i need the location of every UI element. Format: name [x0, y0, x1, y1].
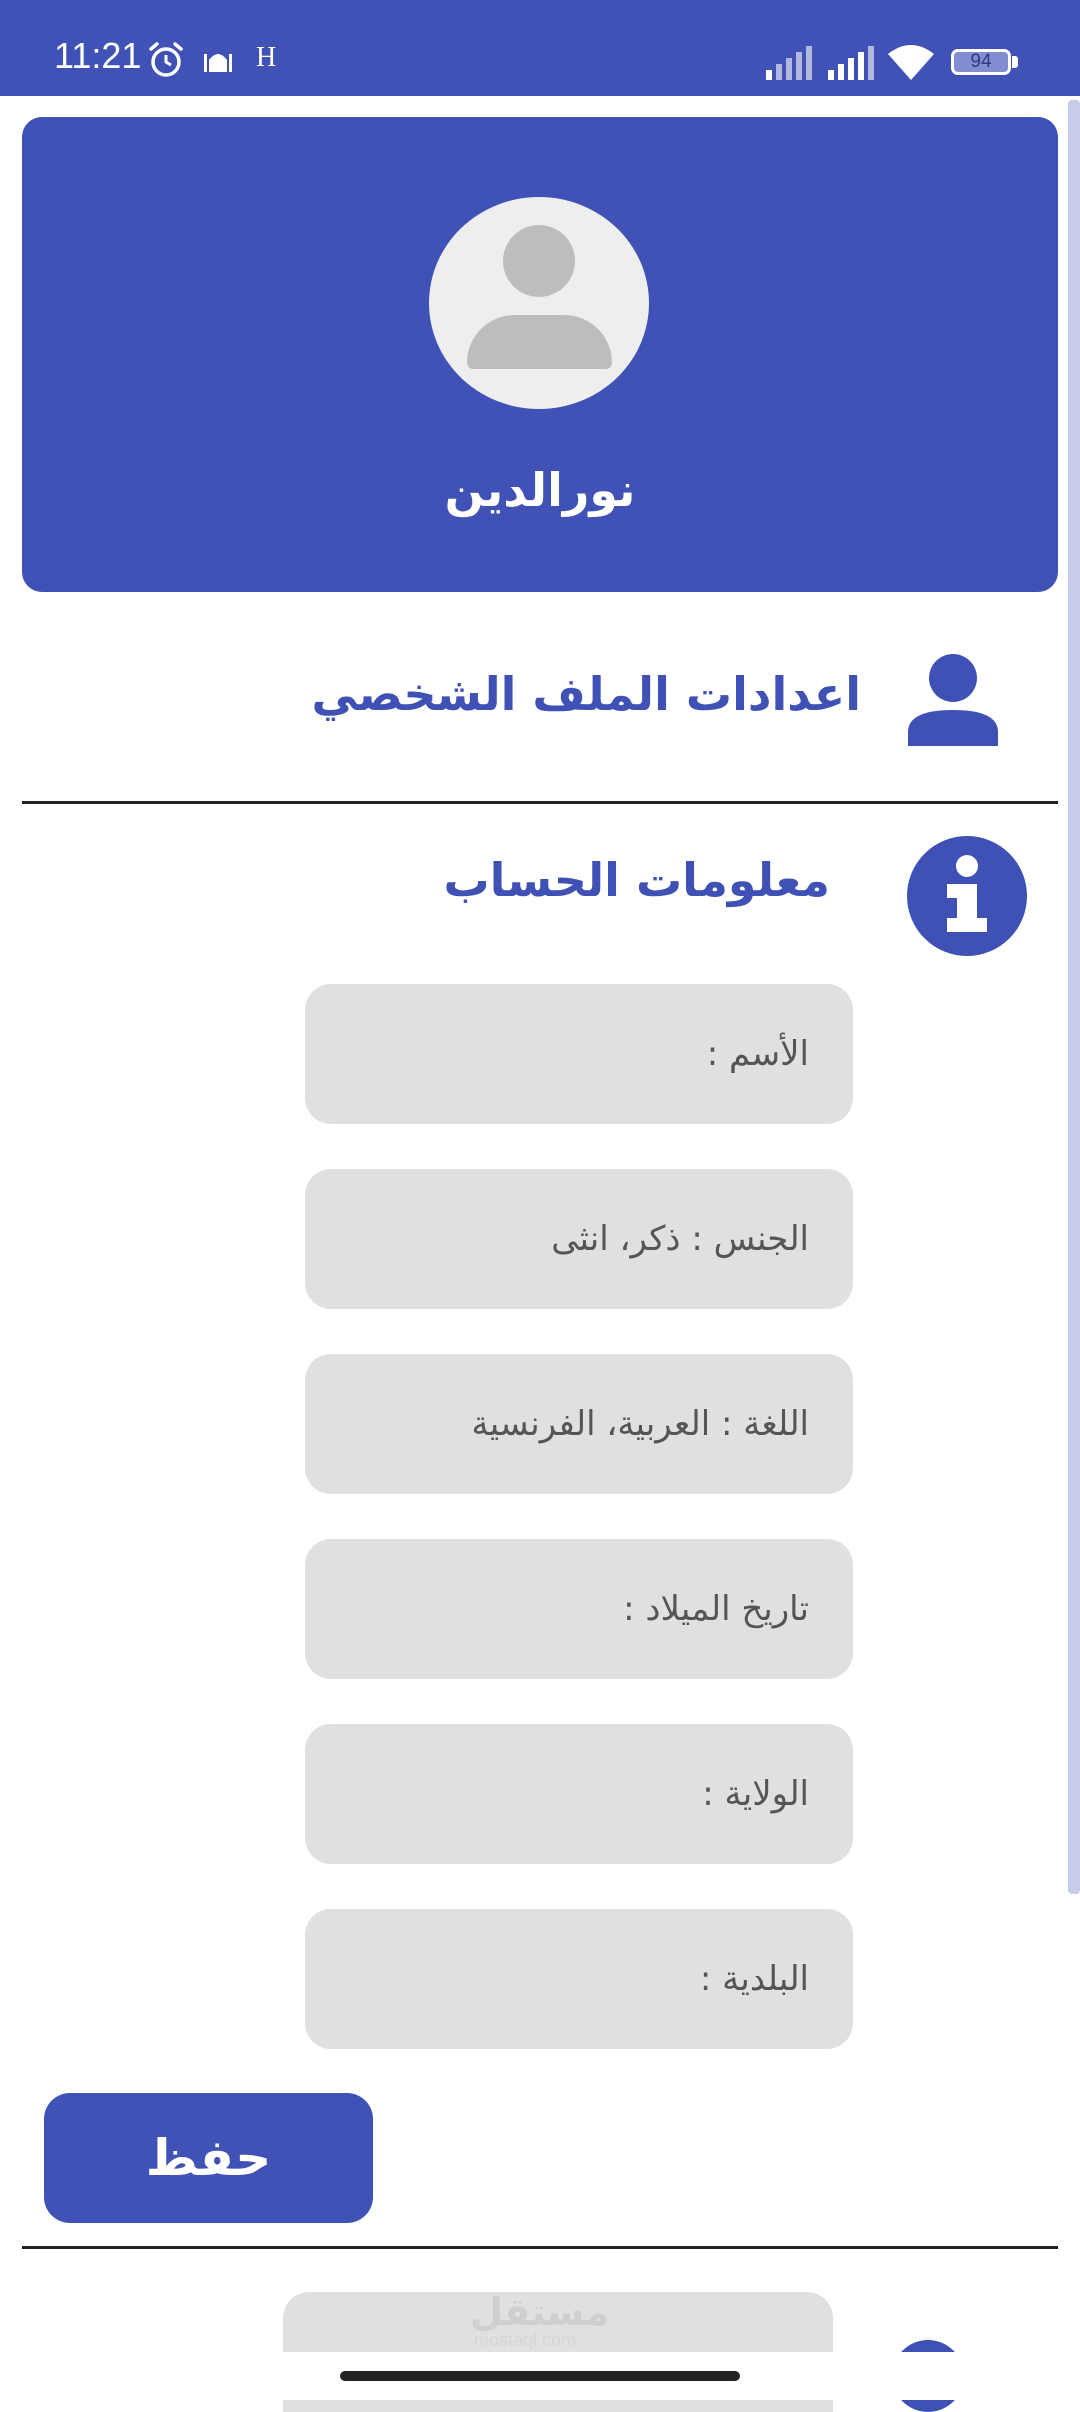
state-field-label: الولاية : [702, 1774, 809, 1814]
name-field-label: الأسم : [706, 1034, 809, 1074]
municipality-field-label: البلدية : [699, 1959, 809, 1999]
watermark-logo: مستقل [470, 2290, 609, 2334]
status-bar [0, 0, 1080, 96]
language-field-label: اللغة : العربية، الفرنسية [471, 1404, 809, 1444]
language-field[interactable] [305, 1354, 853, 1494]
watermark-url: mostaql.com [474, 2330, 577, 2350]
status-time: 11:21 [54, 35, 142, 76]
battery-level: 94 [970, 51, 992, 72]
municipality-field[interactable] [305, 1909, 853, 2049]
alarm-icon [146, 40, 186, 80]
person-icon [906, 652, 1000, 746]
battery-tip [1012, 56, 1018, 68]
wifi-icon [886, 42, 936, 82]
signal-icon [764, 44, 814, 80]
state-field[interactable] [305, 1724, 853, 1864]
scrollbar-thumb[interactable] [1068, 100, 1080, 1894]
mosque-icon [203, 46, 233, 74]
profile-settings-title: اعدادات الملف الشخصي [311, 667, 861, 721]
carrier-letter: H [256, 42, 277, 73]
birthdate-field-label: تاريخ الميلاد : [623, 1589, 809, 1629]
signal-icon [826, 44, 876, 80]
section-divider [22, 801, 1058, 804]
info-icon [907, 836, 1027, 956]
birthdate-field[interactable] [305, 1539, 853, 1679]
home-indicator[interactable] [340, 2371, 740, 2381]
section-divider [22, 2246, 1058, 2249]
avatar-head [503, 225, 575, 297]
gender-field[interactable] [305, 1169, 853, 1309]
account-info-title: معلومات الحساب [443, 853, 830, 907]
profile-name: نورالدين [444, 463, 636, 517]
save-button[interactable]: حفظ [44, 2093, 373, 2223]
gender-field-label: الجنس : ذكر، انثى [551, 1219, 809, 1259]
name-field[interactable] [305, 984, 853, 1124]
avatar-body [467, 315, 612, 369]
